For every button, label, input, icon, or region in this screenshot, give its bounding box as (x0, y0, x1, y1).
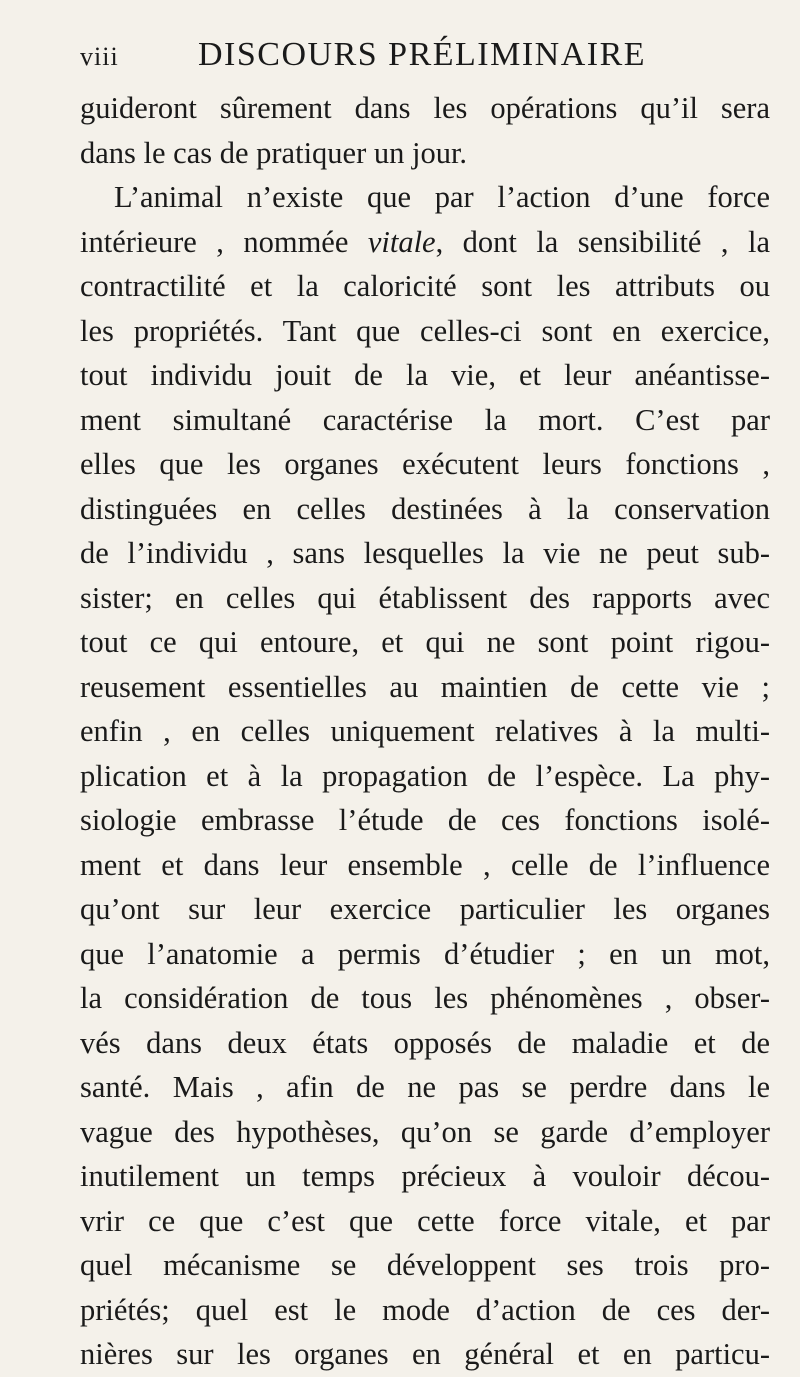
text-line: vrir ce que c’est que cette force vitale, et par (80, 1203, 770, 1238)
text-line: elles que les organes exécutent leurs fonctions , (80, 447, 770, 481)
page-header (80, 36, 740, 80)
text-line: de l’individu , sans lesquelles la vie ne peut sub- (80, 536, 770, 570)
text-line: vés dans deux états opposés de maladie et de (80, 1025, 770, 1060)
text-line: intérieure , nommée vitale, dont la sensibilité , la (80, 224, 770, 259)
text-line: dans le cas de pratiquer un jour. (80, 135, 468, 170)
text-line: contractilité et la caloricité sont les attributs ou (80, 269, 770, 303)
text-line: les propriétés. Tant que celles-ci sont en exercice, (80, 313, 770, 348)
text-line: priétés; quel est le mode d’action de ces der- (80, 1292, 770, 1327)
text-line: ment simultané caractérise la mort. C’est par (80, 402, 770, 437)
text-line: enfin , en celles uniquement relatives à la multi- (80, 714, 770, 748)
text-line: reusement essentielles au maintien de cette vie ; (80, 669, 770, 704)
text-line: guideront sûrement dans les opérations qu’il sera (80, 91, 770, 125)
text-line: distinguées en celles destinées à la conservation (80, 491, 770, 526)
running-title: DISCOURS PRÉLIMINAIRE (198, 36, 647, 73)
text-line: siologie embrasse l’étude de ces fonctions isolé- (80, 803, 770, 837)
text-line: sister; en celles qui établissent des rapports avec (80, 580, 770, 615)
italic-term: vitale (367, 224, 436, 259)
text-line: plication et à la propagation de l’espèce. La phy- (80, 758, 770, 793)
text-line: tout ce qui entoure, et qui ne sont point rigou- (80, 625, 770, 659)
text-line: quel mécanisme se développent ses trois pro- (80, 1248, 770, 1282)
text-line: santé. Mais , afin de ne pas se perdre dans le (80, 1070, 770, 1104)
page-number: viii (80, 42, 119, 71)
text-line: tout individu jouit de la vie, et leur anéantisse- (80, 358, 770, 392)
text-line: inutilement un temps précieux à vouloir décou- (80, 1159, 770, 1193)
body-text (80, 86, 770, 1377)
text-line: L’animal n’existe que par l’action d’une force (114, 180, 770, 214)
text-line: la considération de tous les phénomènes , obser- (80, 981, 770, 1015)
text-line: que l’anatomie a permis d’étudier ; en un mot, (80, 936, 770, 971)
text-line: vague des hypothèses, qu’on se garde d’employer (80, 1114, 770, 1149)
text-line: ment et dans leur ensemble , celle de l’influence (80, 847, 770, 882)
text-line: nières sur les organes en général et en particu- (80, 1337, 770, 1371)
text-line: qu’ont sur leur exercice particulier les organes (80, 892, 770, 926)
